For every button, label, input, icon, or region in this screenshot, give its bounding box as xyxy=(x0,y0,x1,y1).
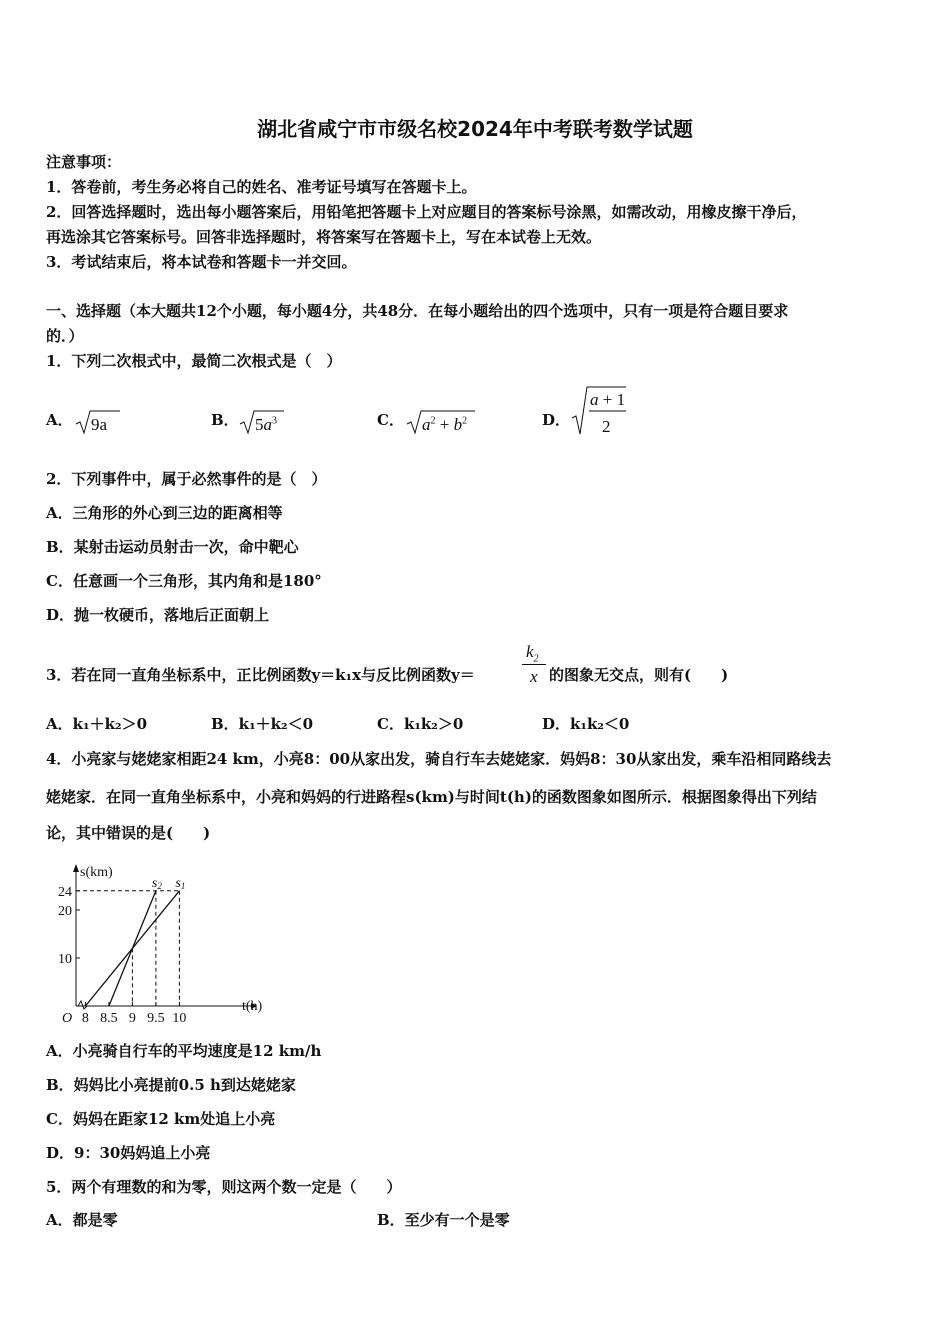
q3-option-a: A．k₁＋k₂＞0 xyxy=(46,715,148,733)
y-axis-arrow xyxy=(73,864,79,872)
y-tick-label: 24 xyxy=(58,884,72,900)
q3-option-b: B．k₁＋k₂＜0 xyxy=(211,715,314,733)
q1-option-b-expr: $5a^3$ xyxy=(255,415,277,434)
series-line xyxy=(109,891,156,1006)
q3-option-c: C．k₁k₂＞0 xyxy=(377,715,464,733)
y-tick-label: 10 xyxy=(58,952,72,967)
y-tick-label: 20 xyxy=(58,904,72,919)
q3-fraction-denominator: x xyxy=(530,667,538,686)
notice-item: 再选涂其它答案标号。回答非选择题时，将答案写在答题卡上，写在本试卷上无效。 xyxy=(46,228,602,246)
q2-option-d: D．抛一枚硬币，落地后正面朝上 xyxy=(46,606,270,624)
origin-label: O xyxy=(62,1011,73,1026)
section-heading-cont: 的．） xyxy=(46,327,84,345)
series-label: s1 xyxy=(175,875,186,891)
q1-option-d-denominator: 2 xyxy=(602,417,611,436)
question-3-stem-part1: 3．若在同一直角坐标系中，正比例函数y＝k₁x与反比例函数y＝ xyxy=(46,666,475,684)
q3-fraction-bar xyxy=(522,664,546,665)
question-4-stem-line3: 论，其中错误的是( ) xyxy=(46,824,211,842)
question-1-stem: 1．下列二次根式中，最简二次根式是（ ） xyxy=(46,352,342,370)
notice-heading: 注意事项： xyxy=(46,153,122,171)
x-tick-label: 10 xyxy=(172,1011,187,1026)
question-4-stem-line2: 姥姥家．在同一直角坐标系中，小亮和妈妈的行进路程s(km)与时间t(h)的函数图象如图所示．根据图象得出下列结 xyxy=(46,788,817,806)
x-axis-title: t(h) xyxy=(242,999,263,1014)
q5-option-b: B．至少有一个是零 xyxy=(377,1211,510,1229)
series-label: s2 xyxy=(151,875,162,891)
q2-option-c: C．任意画一个三角形，其内角和是180° xyxy=(46,572,322,590)
q1-option-a-label: A． xyxy=(46,411,73,429)
q1-option-c-expr: $a^2 + b^2$ xyxy=(422,415,468,434)
notice-item: 1．答卷前，考生务必将自己的姓名、准考证号填写在答题卡上。 xyxy=(46,178,477,196)
q1-option-d-label: D． xyxy=(542,411,571,429)
notice-item: 2．回答选择题时，选出每小题答案后，用铅笔把答题卡上对应题目的答案标号涂黑，如需改动，用橡皮擦干净后， xyxy=(46,203,807,221)
x-tick-label: 8.5 xyxy=(100,1011,118,1026)
question-2-stem: 2．下列事件中，属于必然事件的是（ ） xyxy=(46,470,327,488)
y-axis-title: s(km) xyxy=(80,865,113,880)
notice-item: 3．考试结束后，将本试卷和答题卡一并交回。 xyxy=(46,253,357,271)
page-title: 湖北省咸宁市市级名校2024年中考联考数学试题 xyxy=(257,117,693,141)
question-5-stem: 5．两个有理数的和为零，则这两个数一定是（ ） xyxy=(46,1178,402,1196)
q2-option-a: A．三角形的外心到三边的距离相等 xyxy=(46,504,283,522)
x-tick-label: 9 xyxy=(128,1011,136,1026)
question-4-stem-line1: 4．小亮家与姥姥家相距24 km，小亮8：00从家出发，骑自行车去姥姥家．妈妈8：30从家出发，乘车沿相同路线去 xyxy=(46,750,832,768)
q3-option-d: D．k₁k₂＜0 xyxy=(542,715,630,733)
q4-option-b: B．妈妈比小亮提前0.5 h到达姥姥家 xyxy=(46,1076,296,1094)
q4-option-d: D．9：30妈妈追上小亮 xyxy=(46,1144,211,1162)
q4-option-c: C．妈妈在距家12 km处追上小亮 xyxy=(46,1110,276,1128)
x-tick-label: 8 xyxy=(81,1011,89,1026)
q1-option-a-expr: 9a xyxy=(91,415,108,434)
q4-option-a: A．小亮骑自行车的平均速度是12 km/h xyxy=(46,1042,322,1060)
q3-fraction-numerator: $k_2$ xyxy=(526,642,539,665)
section-heading: 一、选择题（本大题共12个小题，每小题4分，共48分．在每小题给出的四个选项中，只有一项是符合题目要求 xyxy=(46,302,789,320)
q2-option-b: B．某射击运动员射击一次，命中靶心 xyxy=(46,538,299,556)
question-3-stem-part2: 的图象无交点，则有( ) xyxy=(549,666,729,684)
q1-option-c-label: C． xyxy=(377,411,404,429)
x-tick-label: 9.5 xyxy=(147,1011,165,1026)
q1-option-d-numerator: a + 1 xyxy=(590,390,626,409)
q1-option-b-label: B． xyxy=(211,411,239,429)
distance-time-chart xyxy=(40,858,263,1028)
q5-option-a: A．都是零 xyxy=(46,1211,118,1229)
